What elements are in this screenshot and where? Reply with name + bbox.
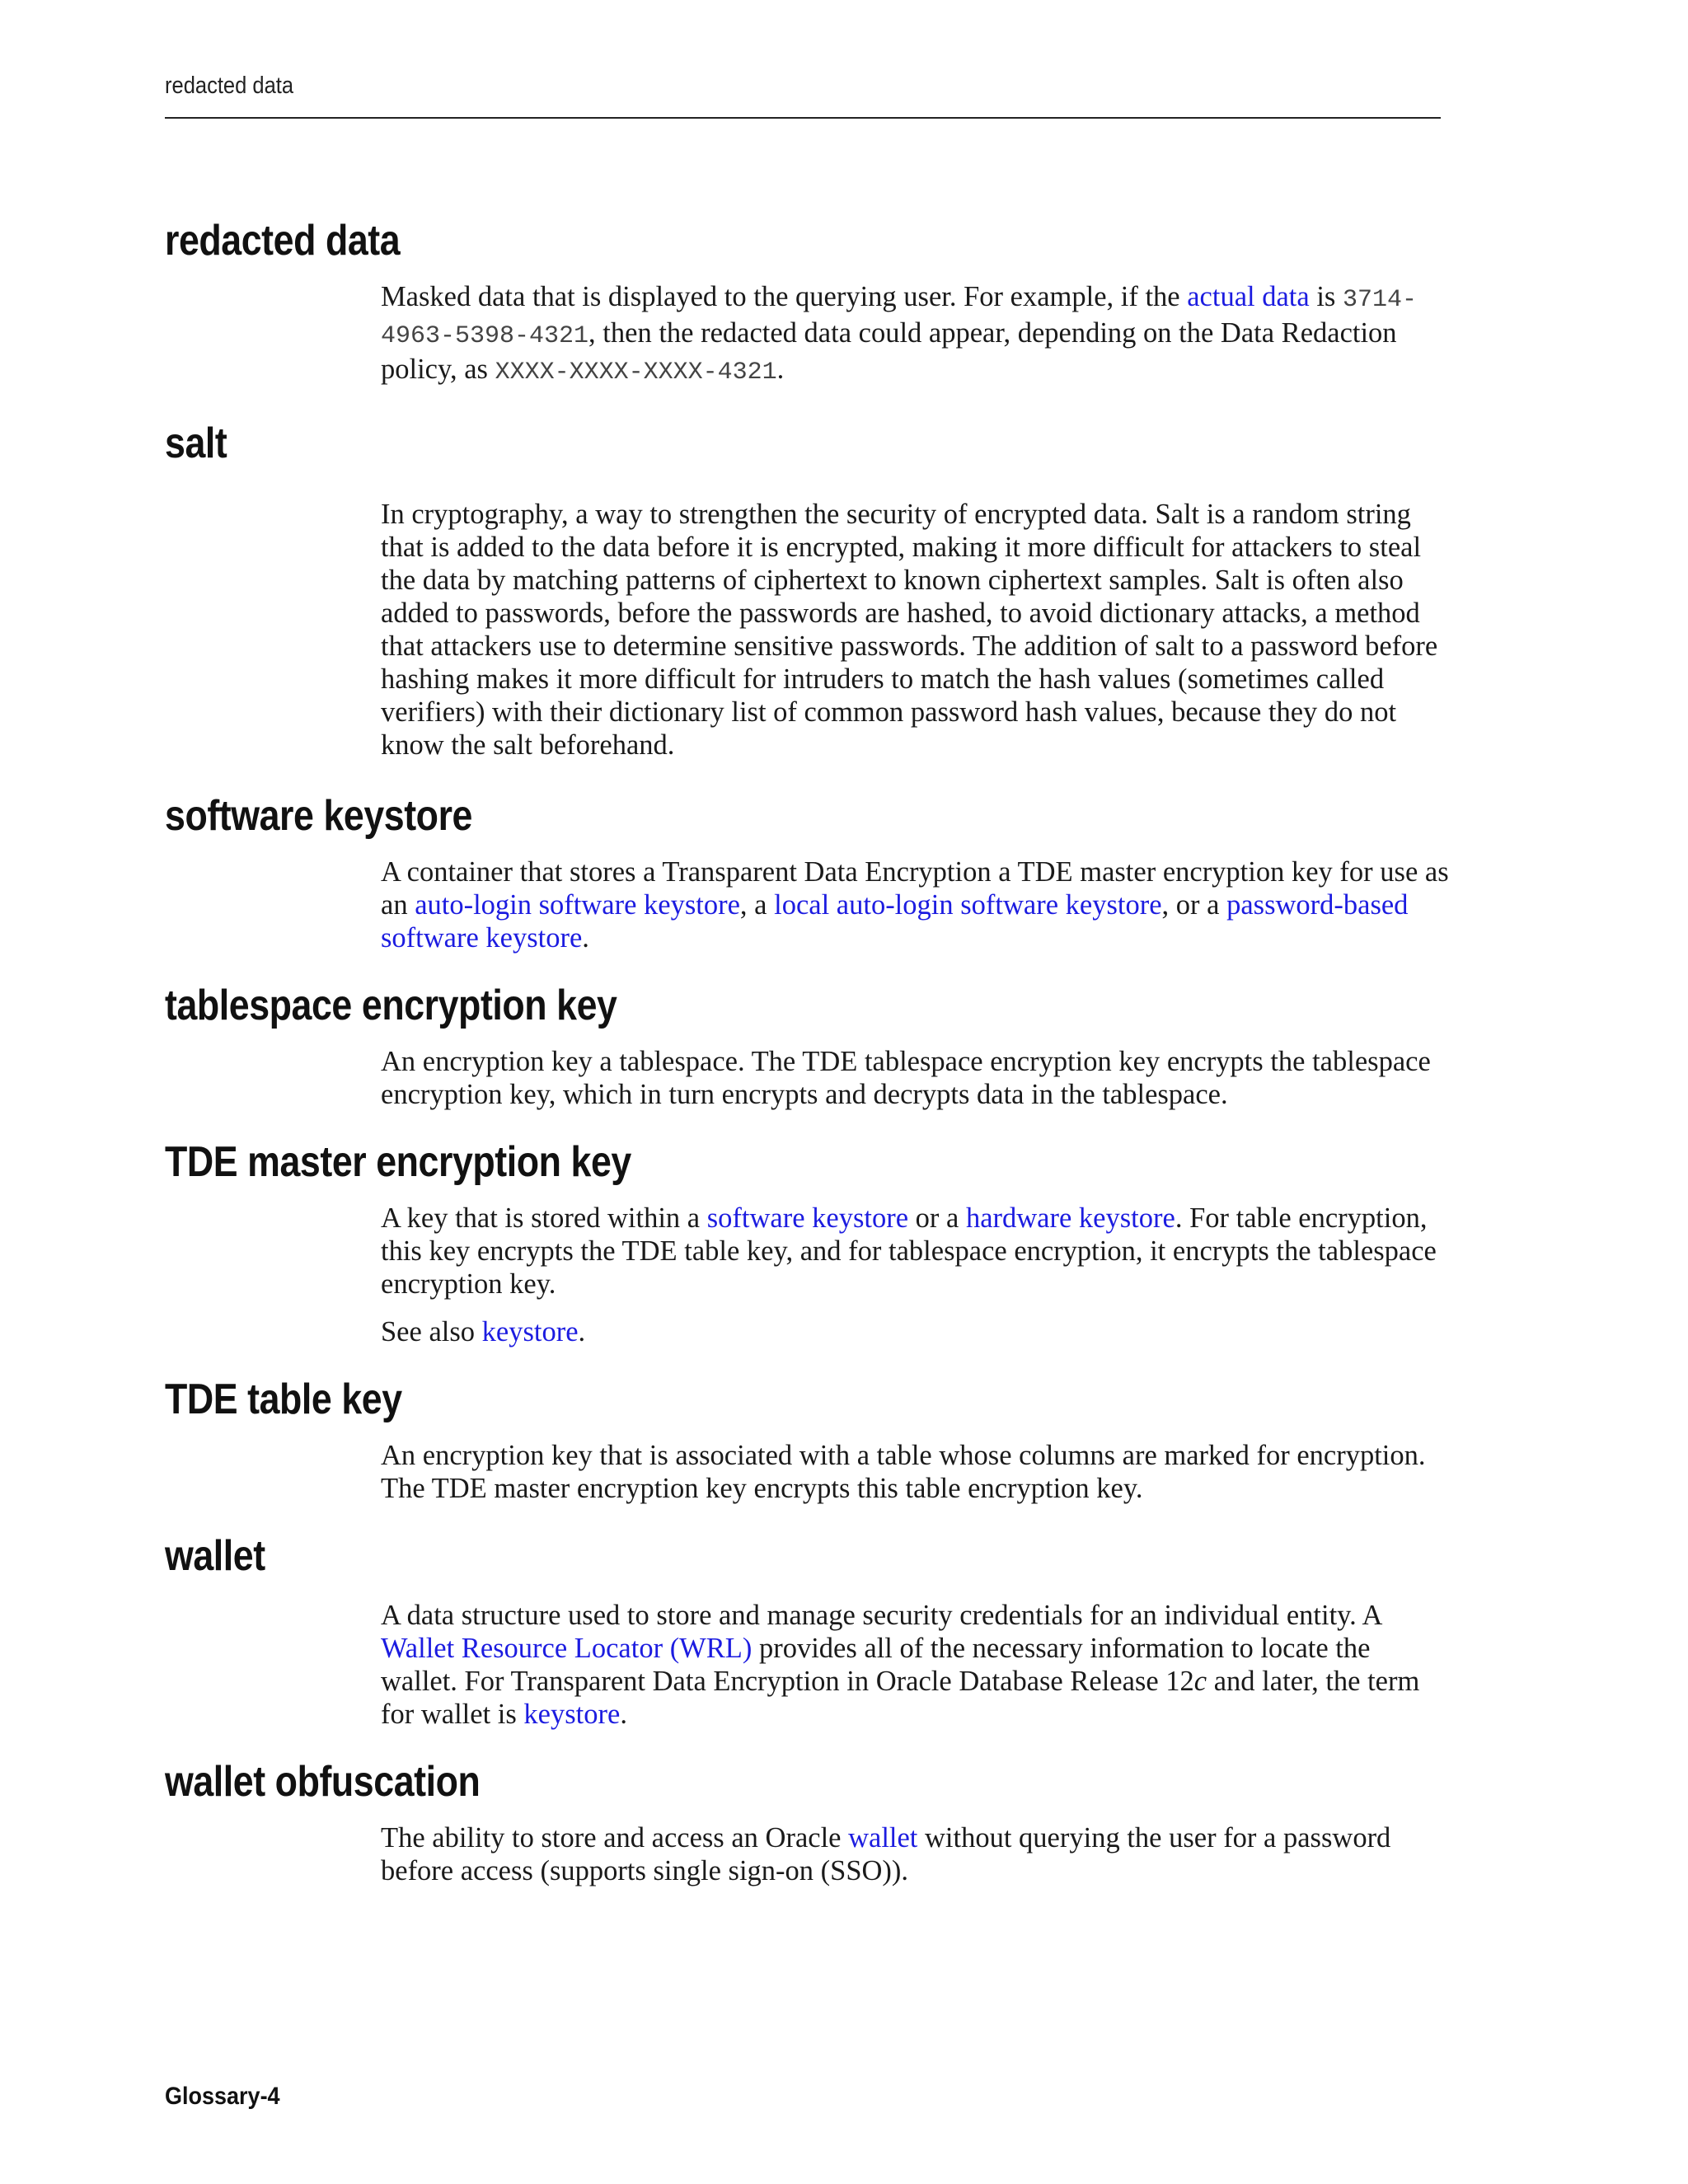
link-keystore[interactable]: keystore bbox=[481, 1316, 579, 1347]
term-heading: salt bbox=[165, 419, 227, 467]
definition-text: or a bbox=[908, 1202, 966, 1234]
definition-text: , then the redacted data could appear, depending on the Data Redaction policy, as bbox=[381, 317, 1397, 385]
italic-c: c bbox=[1193, 1666, 1207, 1697]
definition-text: An encryption key that is associated with a table whose columns are marked for encryption. The TDE master encryption key encrypts this table encryption key. bbox=[381, 1440, 1426, 1504]
definition-text: An encryption key a tablespace. The TDE tablespace encryption key encrypts the tablespace encryption key, which in turn encrypts and decrypts data in the tablespace. bbox=[381, 1046, 1431, 1110]
glossary-entry-tde-table-key bbox=[165, 1375, 1441, 1505]
glossary-entry-salt bbox=[165, 419, 1441, 762]
glossary-entry-tde-master-encryption-key bbox=[165, 1137, 1441, 1348]
definition-text: A key that is stored within a bbox=[381, 1202, 707, 1234]
link-actual-data[interactable]: actual data bbox=[1187, 281, 1310, 312]
glossary-entry-wallet-obfuscation bbox=[165, 1757, 1441, 1887]
definition-text: A container that stores a Transparent Data Encryption a TDE master encryption key for use as an bbox=[381, 856, 1449, 921]
definition-text: without querying the user for a password before access (supports single sign-on (SSO)). bbox=[381, 1822, 1391, 1886]
definition-text: . bbox=[582, 922, 589, 954]
glossary-entry-tablespace-encryption-key bbox=[165, 981, 1441, 1111]
header-rule bbox=[165, 117, 1441, 119]
definition-text: , or a bbox=[1161, 889, 1227, 921]
definition-text: . For table encryption, this key encrypts the TDE table key, and for tablespace encryption, it encrypts the tablespace encryption key. bbox=[381, 1202, 1437, 1300]
term-definition bbox=[381, 280, 1452, 389]
term-definition bbox=[381, 498, 1452, 762]
term-heading: wallet obfuscation bbox=[165, 1758, 481, 1806]
link-keystore[interactable]: keystore bbox=[523, 1699, 621, 1730]
term-definition bbox=[381, 1439, 1452, 1505]
glossary-entry-software-keystore bbox=[165, 791, 1449, 954]
term-definition bbox=[381, 1821, 1452, 1887]
link-software-keystore[interactable]: software keystore bbox=[706, 1202, 909, 1234]
link-wallet[interactable]: wallet bbox=[848, 1822, 918, 1854]
definition-text: and later, the term for wallet is bbox=[381, 1666, 1420, 1730]
glossary-entry-redacted-data bbox=[165, 216, 1441, 389]
definition-text: is bbox=[1309, 281, 1343, 312]
term-heading: redacted data bbox=[165, 217, 401, 265]
term-definition bbox=[381, 1202, 1452, 1348]
term-definition bbox=[381, 855, 1452, 954]
term-heading: software keystore bbox=[165, 792, 472, 840]
definition-text: provides all of the necessary information to locate the wallet. For Transparent Data Encryption in Oracle Database Release 12 bbox=[381, 1633, 1371, 1697]
glossary-entry-wallet bbox=[165, 1531, 1441, 1731]
definition-text: A data structure used to store and manage security credentials for an individual entity. A bbox=[381, 1600, 1381, 1631]
definition-text: . bbox=[776, 354, 785, 385]
link-hardware-keystore[interactable]: hardware keystore bbox=[965, 1202, 1175, 1234]
page-footer-label: Glossary-4 bbox=[165, 2083, 280, 2110]
term-definition bbox=[381, 1045, 1452, 1111]
definition-text: . bbox=[620, 1699, 627, 1730]
see-also-text: See also bbox=[381, 1316, 482, 1347]
definition-text: The ability to store and access an Oracle bbox=[381, 1822, 849, 1854]
glossary-content bbox=[165, 216, 1449, 1887]
term-heading: TDE master encryption key bbox=[165, 1138, 631, 1186]
see-also bbox=[381, 1315, 1452, 1348]
link-password-based-software-keystore[interactable]: password-based software keystore bbox=[381, 889, 1409, 954]
term-heading: wallet bbox=[165, 1532, 265, 1580]
link-local-auto-login-software-keystore[interactable]: local auto-login software keystore bbox=[774, 889, 1162, 921]
code-sample: 3714-4963-5398-4321 bbox=[381, 286, 1417, 350]
definition-text: In cryptography, a way to strengthen the security of encrypted data. Salt is a random string that is added to the data before it is encrypted, making it more difficult for attackers to steal the data by matching patterns of ciphertext to known ciphertext samples. Salt is often also added to passwords, before the passwords are hashed, to avoid dictionary attacks, a method that attackers use to determine sensitive passwords. The addition of salt to a password before hashing makes it more difficult for intruders to match the hash values (sometimes called verifiers) with their dictionary list of common password hash values, because they do not know the salt beforehand. bbox=[381, 499, 1438, 761]
link-wallet-resource-locator[interactable]: Wallet Resource Locator (WRL) bbox=[381, 1633, 753, 1664]
see-also-end: . bbox=[578, 1316, 586, 1347]
term-heading: TDE table key bbox=[165, 1376, 402, 1423]
term-definition bbox=[381, 1599, 1452, 1731]
running-header: redacted data bbox=[165, 73, 294, 99]
definition-text: , a bbox=[739, 889, 775, 921]
link-auto-login-software-keystore[interactable]: auto-login software keystore bbox=[415, 889, 740, 921]
term-heading: tablespace encryption key bbox=[165, 982, 617, 1029]
code-sample: XXXX-XXXX-XXXX-4321 bbox=[495, 359, 777, 387]
definition-text: Masked data that is displayed to the querying user. For example, if the bbox=[381, 281, 1188, 312]
